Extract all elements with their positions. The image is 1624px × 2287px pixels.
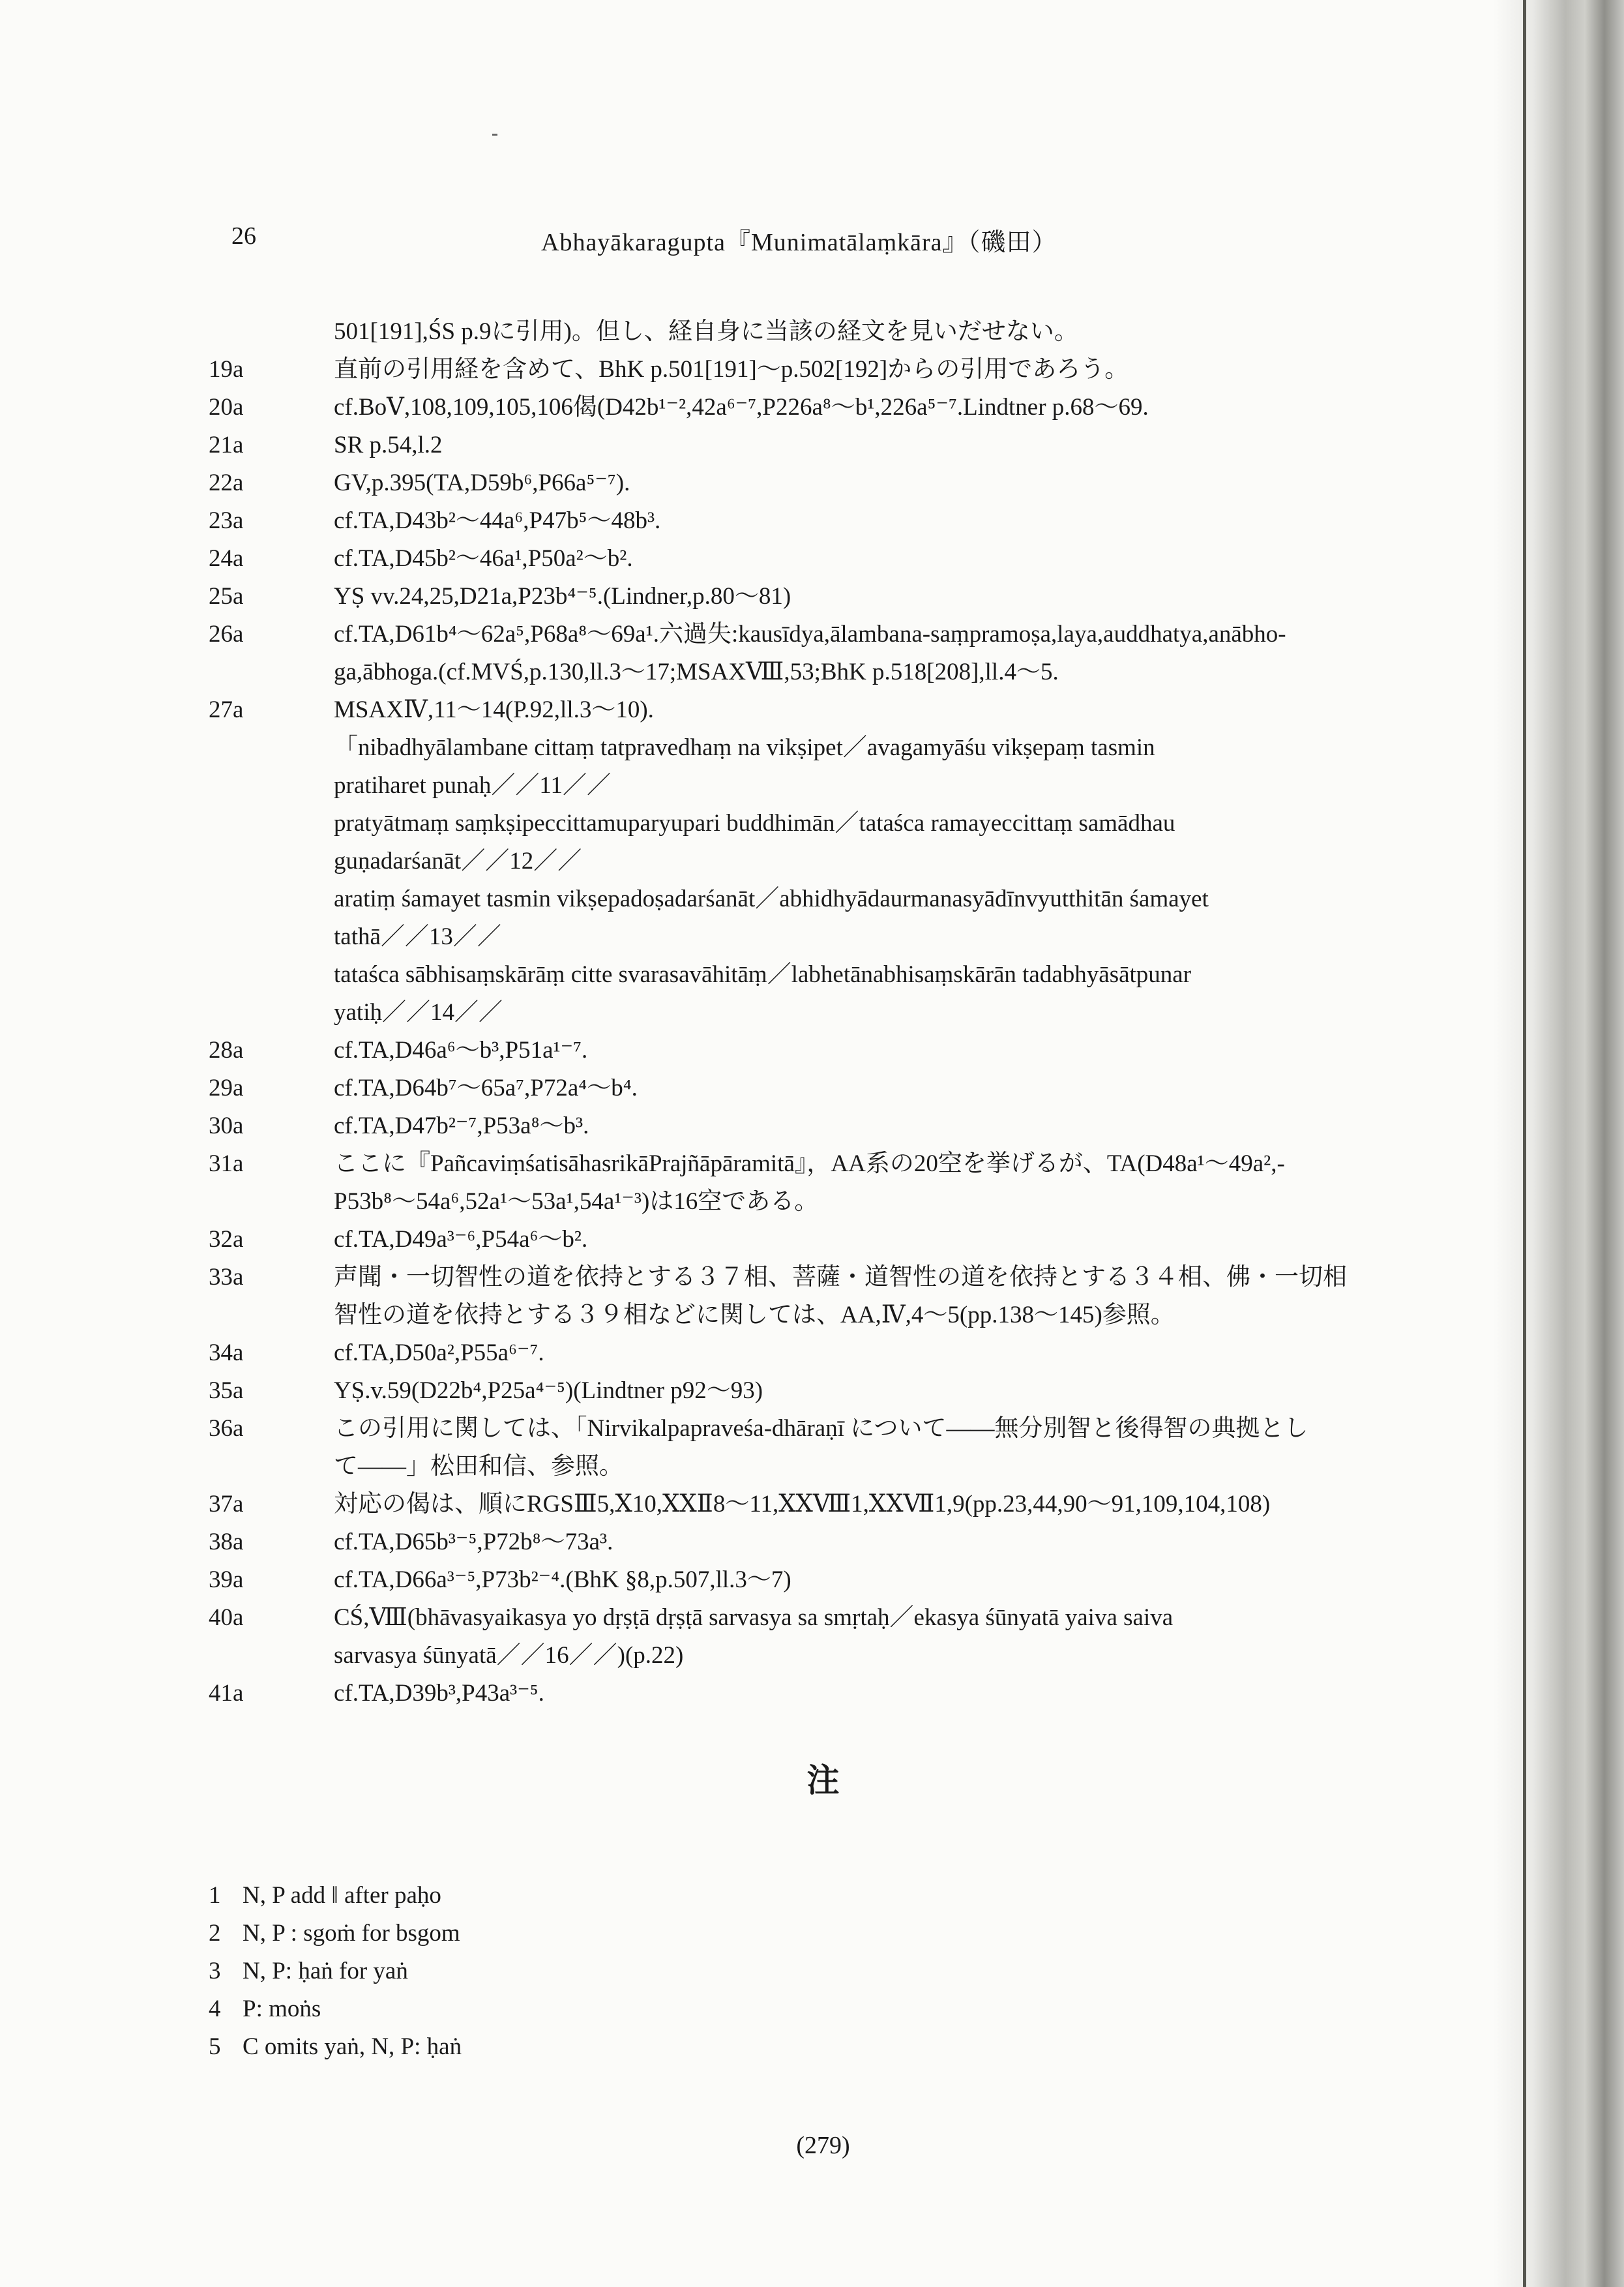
scan-edge-shadow — [1494, 0, 1624, 2287]
note-item — [209, 351, 1434, 389]
note-label: 19a — [209, 356, 244, 383]
note-line: tathā／／13／／ — [334, 923, 501, 950]
note-line: cf.TA,D49a³⁻⁶,P54a⁶～b². — [334, 1226, 588, 1253]
footnote-item — [209, 1915, 861, 1952]
note-label: 38a — [209, 1529, 244, 1555]
note-label: 29a — [209, 1075, 244, 1101]
note-item — [209, 540, 1434, 578]
note-item — [209, 1221, 1434, 1259]
note-line: cf.TA,D46a⁶～b³,P51a¹⁻⁷. — [334, 1037, 588, 1064]
note-line: cf.TA,D39b³,P43a³⁻⁵. — [334, 1680, 544, 1707]
note-label: 39a — [209, 1566, 244, 1593]
footnote-number: 4 — [209, 1996, 221, 2022]
note-line: cf.TA,D66a³⁻⁵,P73b²⁻⁴.(BhK §8,p.507,ll.3～7) — [334, 1566, 791, 1593]
footnote-item — [209, 1952, 861, 1990]
note-line: sarvasya śūnyatā／／16／／)(p.22) — [334, 1642, 684, 1669]
note-line: て――」松田和信、参照。 — [334, 1453, 623, 1480]
note-item — [209, 1372, 1434, 1410]
section-heading — [0, 1754, 1624, 1801]
continuation-line: 501[191],ŚS p.9に引用)。但し、経自身に当該の経文を見いだせない。 — [334, 318, 1078, 345]
footnote-text: C omits yaṅ, N, P: ḥaṅ — [243, 2033, 462, 2060]
note-label: 24a — [209, 545, 244, 572]
header-page-number: 26 — [231, 222, 256, 250]
note-item — [209, 691, 1434, 1032]
note-item — [209, 426, 1434, 464]
note-line: cf.BoⅤ,108,109,105,106偈(D42b¹⁻²,42a⁶⁻⁷,P226a⁸～b¹,226a⁵⁻⁷.Lindtner p.68～69. — [334, 394, 1149, 421]
scan-binding-line — [1523, 0, 1526, 2287]
note-line: cf.TA,D61b⁴～62a⁵,P68a⁸～69a¹.六過失:kausīdya,ālambana-saṃpramoṣa,laya,auddhatya,anābho- — [334, 621, 1286, 648]
section-heading-text: 注 — [806, 1762, 840, 1799]
note-line: P53b⁸～54a⁶,52a¹～53a¹,54a¹⁻³)は16空である。 — [334, 1188, 819, 1215]
note-line: CŚ,Ⅷ(bhāvasyaikasya yo dṛṣṭā dṛṣṭā sarvasya sa smṛtaḥ／ekasya śūnyatā yaiva saiva — [334, 1604, 1174, 1631]
note-label: 33a — [209, 1264, 244, 1291]
note-line: guṇadarśanāt／／12／／ — [334, 848, 582, 874]
note-item — [209, 1523, 1434, 1561]
footnote-item — [209, 1990, 861, 2028]
footnote-number: 1 — [209, 1882, 221, 1909]
note-label: 36a — [209, 1415, 244, 1442]
note-item — [209, 616, 1434, 691]
footnote-text: N, P : sgoṁ for bsgom — [243, 1920, 460, 1947]
note-item — [209, 1107, 1434, 1145]
note-line: pratiharet punaḥ／／11／／ — [334, 772, 612, 799]
note-item — [209, 389, 1434, 426]
note-item — [209, 464, 1434, 502]
note-label: 25a — [209, 583, 244, 610]
note-line: pratyātmaṃ saṃkṣipeccittamuparyupari buddhimān／tataśca ramayeccittaṃ samādhau — [334, 810, 1175, 837]
note-label: 30a — [209, 1113, 244, 1139]
footnote-text: P: moṅs — [243, 1996, 321, 2022]
note-line: aratiṃ śamayet tasmin vikṣepadoṣadarśanāt／abhidhyādaurmanasyādīnvyutthitān śamayet — [334, 886, 1209, 912]
note-line: 直前の引用経を含めて、BhK p.501[191]～p.502[192]からの引用であろう。 — [334, 356, 1129, 383]
note-line: GV,p.395(TA,D59b⁶,P66a⁵⁻⁷). — [334, 470, 630, 496]
note-line: 声聞・一切智性の道を依持とする３７相、菩薩・道智性の道を依持とする３４相、佛・一切相 — [334, 1264, 1347, 1291]
note-label: 35a — [209, 1377, 244, 1404]
note-label: 37a — [209, 1491, 244, 1517]
note-item — [209, 1599, 1434, 1675]
note-item — [209, 502, 1434, 540]
footnote-number: 3 — [209, 1958, 221, 1984]
footnote-number: 2 — [209, 1920, 221, 1947]
note-item — [209, 1259, 1434, 1334]
note-label: 40a — [209, 1604, 244, 1631]
note-line: 対応の偈は、順にRGSⅢ5,Ⅹ10,ⅩⅩⅡ8～11,ⅩⅩⅧ1,ⅩⅩⅦ1,9(pp.23,44,90～91,109,104,108) — [334, 1491, 1271, 1517]
footnotes-list — [209, 1877, 861, 2066]
footnote-text: N, P add ‖ after paḥo — [243, 1882, 441, 1909]
note-item — [209, 578, 1434, 616]
footnote-item — [209, 2028, 861, 2066]
note-line: YṢ vv.24,25,D21a,P23b⁴⁻⁵.(Lindner,p.80～81) — [334, 583, 791, 610]
note-line: SR p.54,l.2 — [334, 432, 443, 458]
note-label: 32a — [209, 1226, 244, 1253]
note-label: 23a — [209, 507, 244, 534]
running-title: Abhayākaragupta『Munimatālaṃkāra』（磯田） — [541, 229, 1057, 256]
note-item — [209, 1410, 1434, 1486]
endnotes-list — [209, 313, 1434, 1712]
note-line: YṢ.v.59(D22b⁴,P25a⁴⁻⁵)(Lindtner p92～93) — [334, 1377, 763, 1404]
note-line: cf.TA,D64b⁷～65a⁷,P72a⁴～b⁴. — [334, 1075, 638, 1101]
note-line: ここに『PañcaviṃśatisāhasrikāPrajñāpāramitā』，AA系の20空を挙げるが、TA(D48a¹～49a²,- — [334, 1150, 1285, 1177]
note-item — [209, 1334, 1434, 1372]
note-item — [209, 1675, 1434, 1712]
note-item — [209, 1561, 1434, 1599]
note-label: 21a — [209, 432, 244, 458]
note-item — [209, 1032, 1434, 1069]
note-label: 34a — [209, 1339, 244, 1366]
note-label: 27a — [209, 696, 244, 723]
footnote-item — [209, 1877, 861, 1915]
note-label: 41a — [209, 1680, 244, 1707]
note-item — [209, 1145, 1434, 1221]
note-line: この引用に関しては、「Nirvikalpapraveśa-dhāraṇī について――無分別智と後得智の典拠とし — [334, 1415, 1308, 1442]
note-line: cf.TA,D50a²,P55a⁶⁻⁷. — [334, 1339, 544, 1366]
note-line: yatiḥ／／14／／ — [334, 999, 503, 1026]
note-item — [209, 1486, 1434, 1523]
footer-page-number: (279) — [796, 2132, 850, 2159]
note-line: 「nibadhyālambane cittaṃ tatpravedhaṃ na vikṣipet／avagamyāśu vikṣepaṃ tasmin — [334, 734, 1155, 761]
footnote-text: N, P: ḥaṅ for yaṅ — [243, 1958, 408, 1984]
note-line: tataśca sābhisaṃskārāṃ citte svarasavāhitāṃ／labhetānabhisaṃskārān tadabhyāsātpunar — [334, 961, 1192, 988]
note-label: 28a — [209, 1037, 244, 1064]
scan-speck — [492, 134, 497, 136]
note-item — [209, 1069, 1434, 1107]
note-line: cf.TA,D47b²⁻⁷,P53a⁸～b³. — [334, 1113, 589, 1139]
note-line: 智性の道を依持とする３９相などに関しては、AA,Ⅳ,4～5(pp.138～145)参照。 — [334, 1302, 1175, 1328]
note-line: cf.TA,D45b²～46a¹,P50a²～b². — [334, 545, 633, 572]
page-header — [0, 222, 1499, 261]
note-line: cf.TA,D65b³⁻⁵,P72b⁸～73a³. — [334, 1529, 613, 1555]
note-line: ga,ābhoga.(cf.MVŚ,p.130,ll.3～17;MSAXⅧ,53;BhK p.518[208],ll.4～5. — [334, 659, 1059, 685]
note-label: 20a — [209, 394, 244, 421]
page-footer — [0, 2131, 1624, 2160]
note-label: 31a — [209, 1150, 244, 1177]
note-line: MSAXⅣ,11～14(P.92,ll.3～10). — [334, 696, 654, 723]
note-label: 22a — [209, 470, 244, 496]
note-line: cf.TA,D43b²～44a⁶,P47b⁵～48b³. — [334, 507, 661, 534]
footnote-number: 5 — [209, 2033, 221, 2060]
note-label: 26a — [209, 621, 244, 648]
